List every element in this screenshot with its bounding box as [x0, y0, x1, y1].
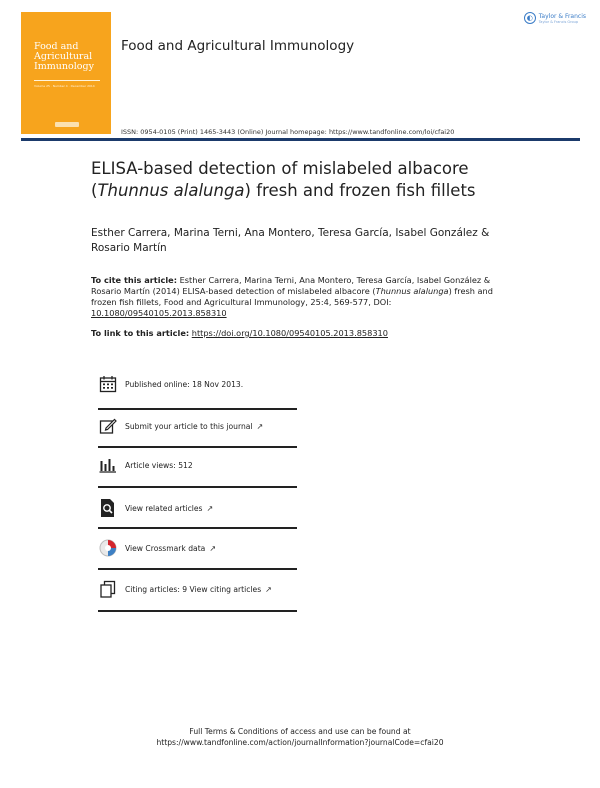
title-species: Thunnus alalunga: [97, 181, 245, 200]
citation-text-after: ) fresh and frozen fish fillets, Food and Agricultural Immunology, 25:4, 569-577, DOI:: [91, 286, 493, 307]
article-authors: Esther Carrera, Marina Terni, Ana Montero, Teresa García, Isabel González & Rosario Martín: [91, 227, 490, 254]
journal-name[interactable]: Food and Agricultural Immunology: [121, 38, 355, 54]
cover-publisher-mark: [55, 122, 79, 127]
article-title: [91, 158, 561, 202]
citation-block: [91, 275, 521, 319]
published-online-text: Published online: 18 Nov 2013.: [125, 379, 244, 389]
journal-cover-image: [21, 12, 111, 134]
row-divider: [98, 486, 297, 488]
submit-article-row[interactable]: [98, 407, 297, 445]
crossmark-icon: [98, 538, 118, 558]
cover-title-line1: Food and: [34, 41, 79, 52]
article-link-line: [91, 328, 521, 338]
calendar-icon: [98, 374, 118, 394]
related-search-icon: [98, 498, 118, 518]
citing-articles-row[interactable]: [98, 570, 297, 608]
cover-title-line3: Immunology: [34, 61, 94, 72]
article-doi-url[interactable]: https://doi.org/10.1080/09540105.2013.858310: [191, 328, 388, 338]
article-views-text: Article views: 512: [125, 460, 193, 470]
journal-homepage-link[interactable]: https://www.tandfonline.com/loi/cfai20: [328, 128, 455, 136]
footer-terms-link[interactable]: https://www.tandfonline.com/action/journalInformation?journalCode=cfai20: [156, 738, 444, 747]
footer: [0, 726, 600, 748]
crossmark-link[interactable]: View Crossmark data: [125, 543, 206, 553]
related-articles-link[interactable]: View related articles: [125, 503, 203, 513]
external-link-icon: ↗: [206, 503, 214, 513]
issn-text: ISSN: 0954-0105 (Print) 1465-3443 (Online) Journal homepage:: [121, 128, 329, 136]
related-articles-row[interactable]: [98, 489, 297, 527]
edit-icon: [98, 416, 118, 436]
article-link-label: To link to this article:: [91, 328, 190, 338]
external-link-icon: ↗: [256, 421, 264, 431]
title-part1: ELISA-based detection of mislabeled albacore: [91, 159, 469, 178]
row-divider: [98, 610, 297, 612]
citation-label: To cite this article:: [91, 275, 177, 285]
published-online-row: [98, 365, 297, 403]
cover-title-line2: Agricultural: [34, 51, 93, 62]
external-link-icon: ↗: [209, 543, 217, 553]
article-views-row: [98, 446, 297, 484]
bar-chart-icon: [98, 455, 118, 475]
footer-terms-text: Full Terms & Conditions of access and use can be found at: [189, 727, 411, 736]
title-paren-open: (: [91, 181, 98, 200]
citation-text-before: Esther Carrera, Marina Terni, Ana Montero, Teresa García, Isabel González & Rosario Martín (2014) ELISA-based detection of mislabeled albacore (: [91, 275, 491, 296]
citing-icon: [98, 579, 118, 599]
crossmark-row[interactable]: [98, 529, 297, 567]
publisher-logo-icon: ◐: [524, 12, 536, 24]
header-divider: [21, 138, 580, 141]
publisher-logo-sub: Taylor & Francis Group: [538, 19, 579, 24]
publisher-logo[interactable]: [524, 12, 586, 24]
title-part2: ) fresh and frozen fish fillets: [244, 181, 476, 200]
issn-line: [121, 128, 454, 136]
cover-divider: [34, 80, 100, 81]
publisher-logo-name: Taylor & Francis: [538, 12, 586, 20]
cover-title: [34, 42, 106, 72]
citation-species: Thunnus alalunga: [375, 286, 449, 296]
citation-doi-link[interactable]: 10.1080/09540105.2013.858310: [91, 308, 227, 318]
citing-articles-link[interactable]: Citing articles: 9 View citing articles: [125, 584, 262, 594]
cover-meta: Volume 25 · Number 4 · December 2014: [34, 84, 95, 88]
external-link-icon: ↗: [265, 584, 272, 594]
submit-article-link[interactable]: Submit your article to this journal: [125, 421, 253, 431]
